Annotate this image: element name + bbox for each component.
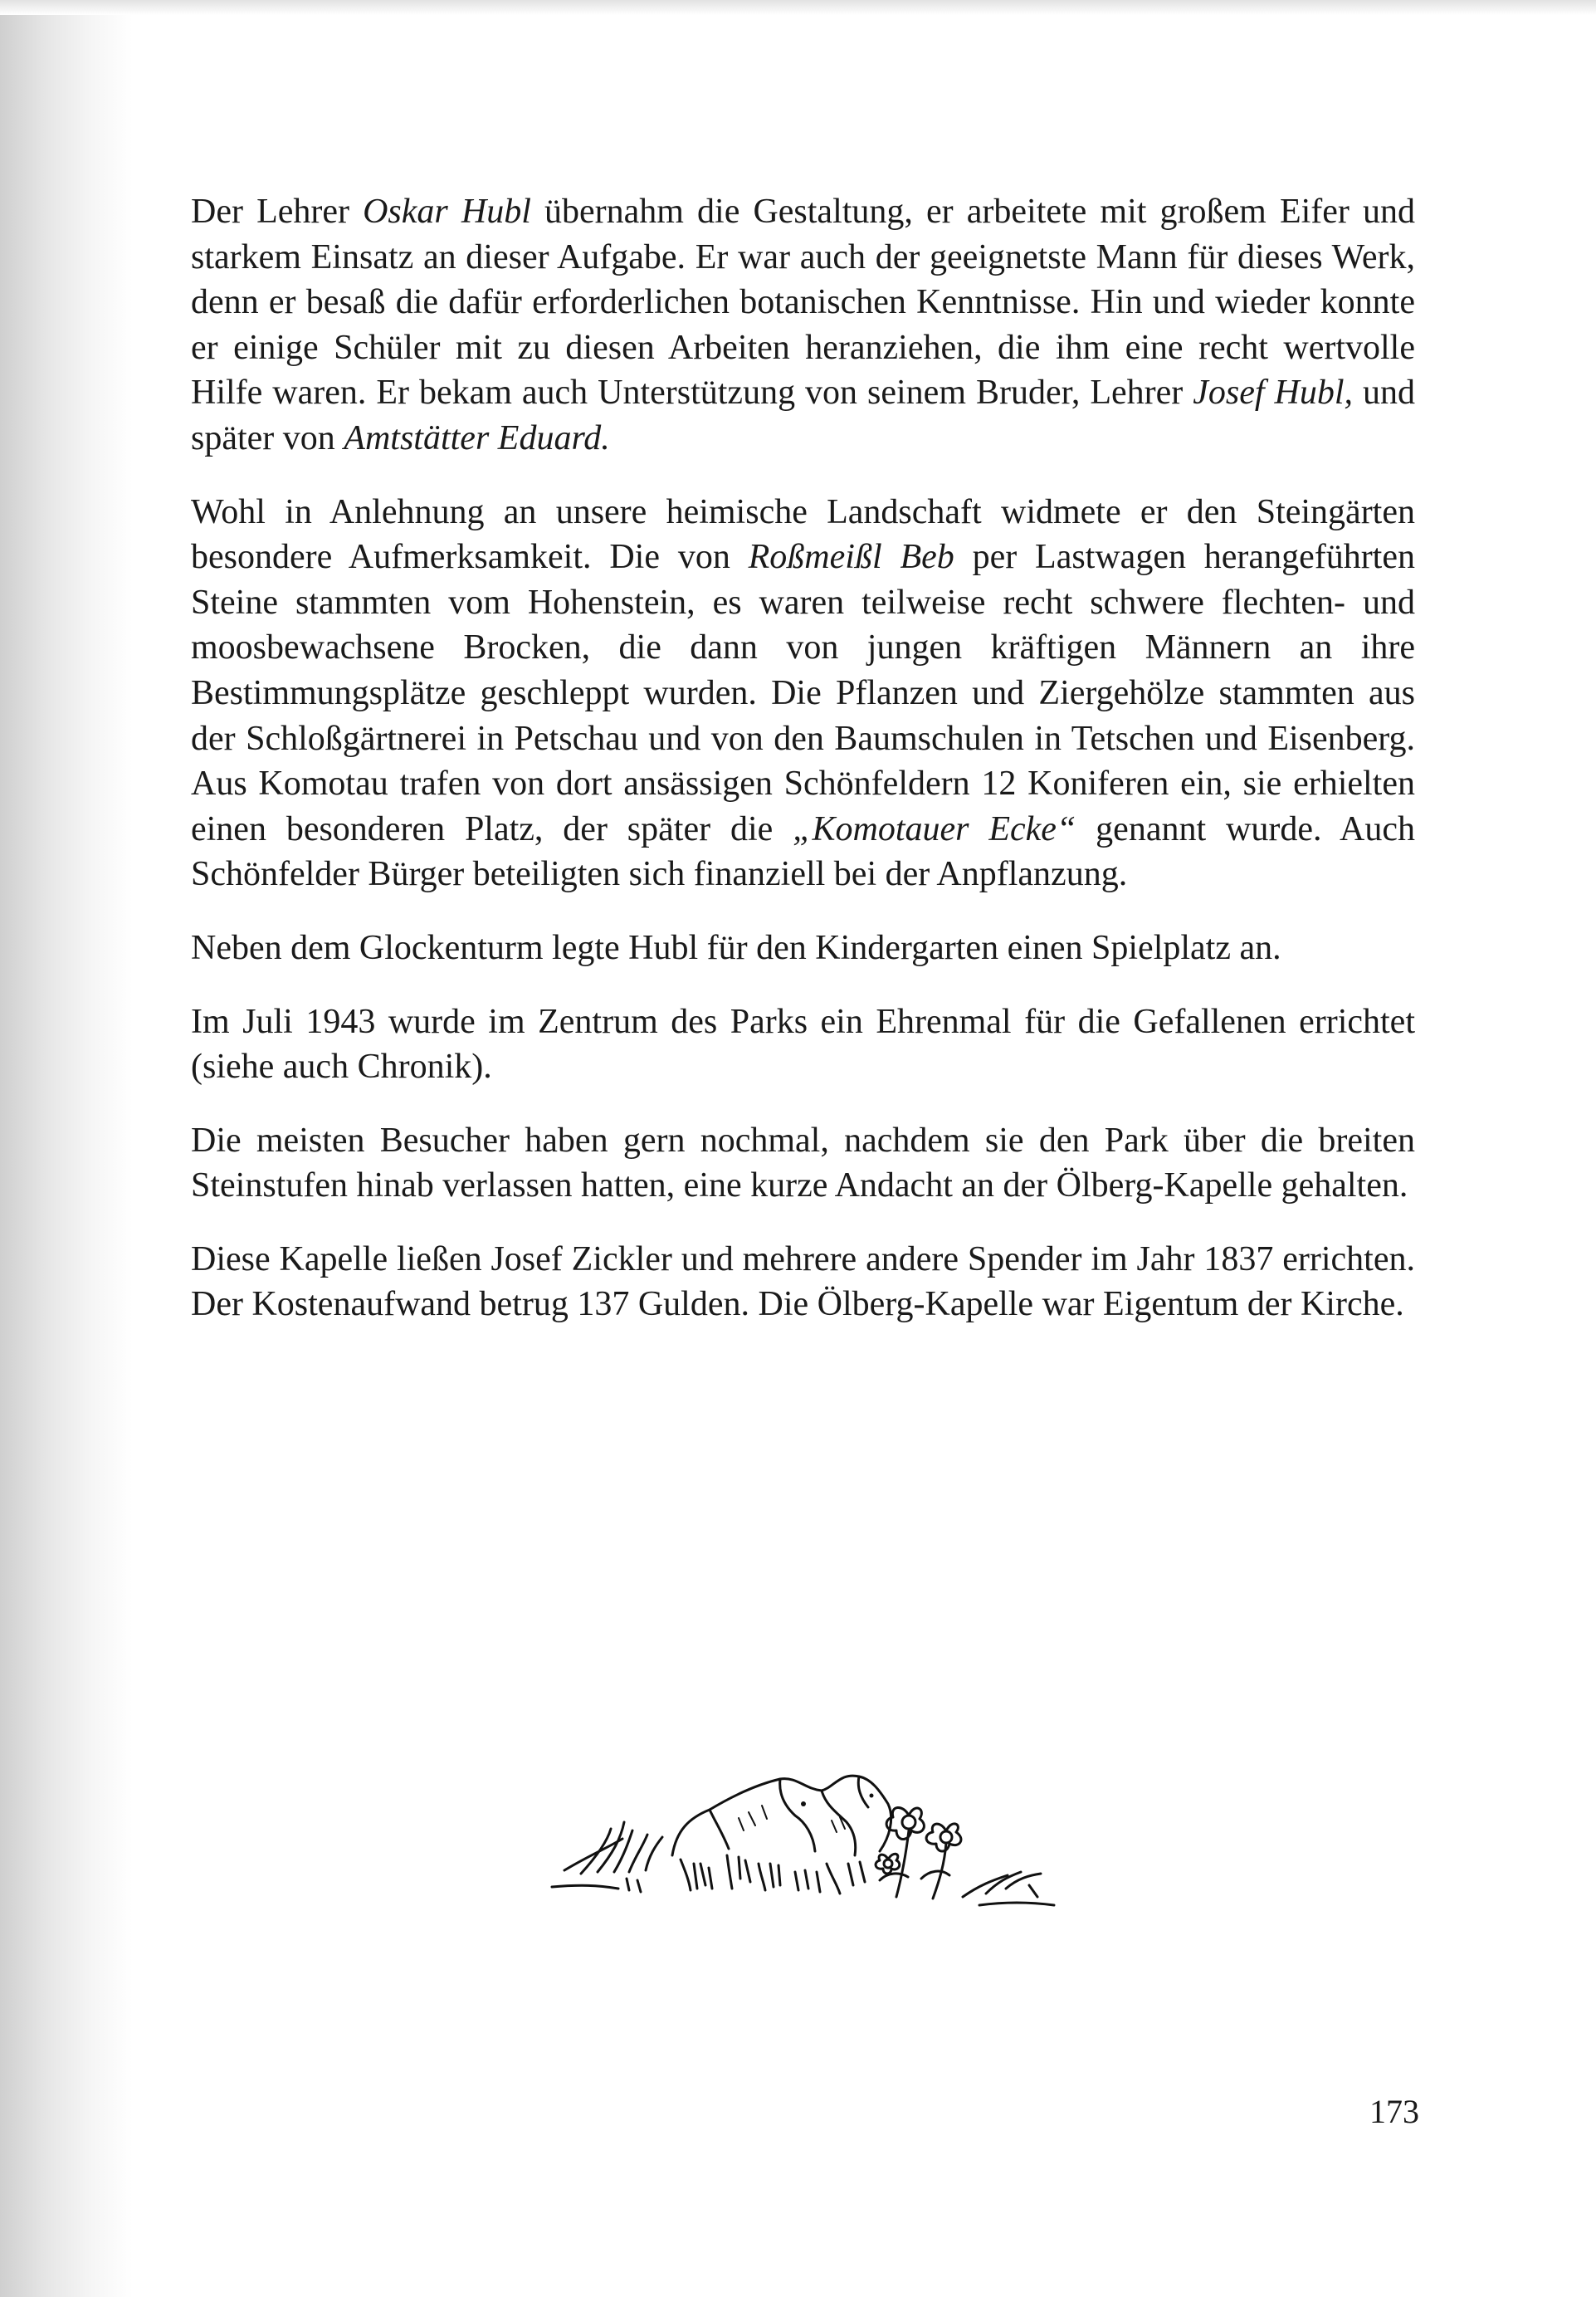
text-run-italic-amtstaetter: Amtstätter Eduard.: [344, 418, 610, 457]
page-number: 173: [1369, 2093, 1419, 2130]
paragraph-kapelle: [191, 1237, 1415, 1327]
text-run-italic-komotauer-ecke: „Komotauer Ecke“: [793, 809, 1076, 848]
text-run: Wohl in Anlehnung an unsere heimische Landschaft widmete er den Steingärten besondere Aufmerksamkeit. Die von: [191, 492, 1415, 577]
paragraph-gestaltung: [191, 189, 1415, 462]
text-run: übernahm die Gestaltung, er arbeitete mit großem Eifer und starkem Einsatz an dieser Aufgabe. Er war auch der geeignetste Mann für dieses Werk, denn er besaß die dafür erforderlichen botanischen Kenntnisse. Hin und wieder konnte er einige Schüler mit zu diesen Arbeiten heranziehen, die ihm eine recht wertvolle Hilfe waren. Er bekam auch Unterstützung von seinem Bruder, Lehrer: [191, 193, 1415, 413]
paragraph-steingaerten: [191, 490, 1415, 897]
scan-edge-shadow: [0, 0, 133, 2297]
text-run: per Lastwagen herangeführten Steine stammten vom Hohenstein, es waren teilweise recht schwere flechten- und moosbewachsene Brocken, die dann von jungen kräftigen Männern an ihre Bestimmungsplätze geschleppt wurden. Die Pflanzen und Ziergehölze stammten aus der Schloßgärtnerei in Petschau und von den Baumschulen in Tetschen und Eisenberg. Aus Komotau trafen von dort ansässigen Schönfeldern 12 Koniferen ein, sie erhielten einen besonderen Platz, der später die: [191, 538, 1415, 848]
text-run: Die meisten Besucher haben gern nochmal, nachdem sie den Park über die breiten Steinstufen hinab verlassen hatten, eine kurze Andacht an der Ölberg-Kapelle gehalten.: [191, 1121, 1415, 1205]
text-run-italic-rossmeissl: Roßmeißl Beb: [748, 538, 954, 577]
text-run-italic-josef-hubl: Josef Hubl,: [1193, 374, 1354, 413]
page-body: [191, 189, 1415, 1356]
text-run-italic-oskar-hubl: Oskar Hubl: [363, 193, 531, 231]
paragraph-besucher: [191, 1118, 1415, 1209]
text-run: und später von: [191, 374, 1416, 457]
text-run: Diese Kapelle ließen Josef Zickler und mehrere andere Spender im Jahr 1837 errichten. Der Kostenaufwand betrug 137 Gulden. Die Ölberg-Kapelle war Eigentum der Kirche.: [191, 1239, 1415, 1324]
text-run: genannt wurde. Auch Schönfelder Bürger beteiligten sich finanziell bei der Anpflanzung.: [191, 809, 1415, 894]
paragraph-ehrenmal: [191, 999, 1415, 1090]
paragraph-spielplatz: [191, 926, 1415, 971]
text-run: Der Lehrer: [191, 193, 364, 231]
text-run: Neben dem Glockenturm legte Hubl für den Kindergarten einen Spielplatz an.: [191, 928, 1281, 967]
text-run: Im Juli 1943 wurde im Zentrum des Parks ein Ehrenmal für die Gefallenen errichtet (siehe auch Chronik).: [191, 1002, 1415, 1087]
rock-garden-flowers-icon: [531, 1739, 1112, 1918]
scan-top-edge: [0, 0, 1596, 15]
